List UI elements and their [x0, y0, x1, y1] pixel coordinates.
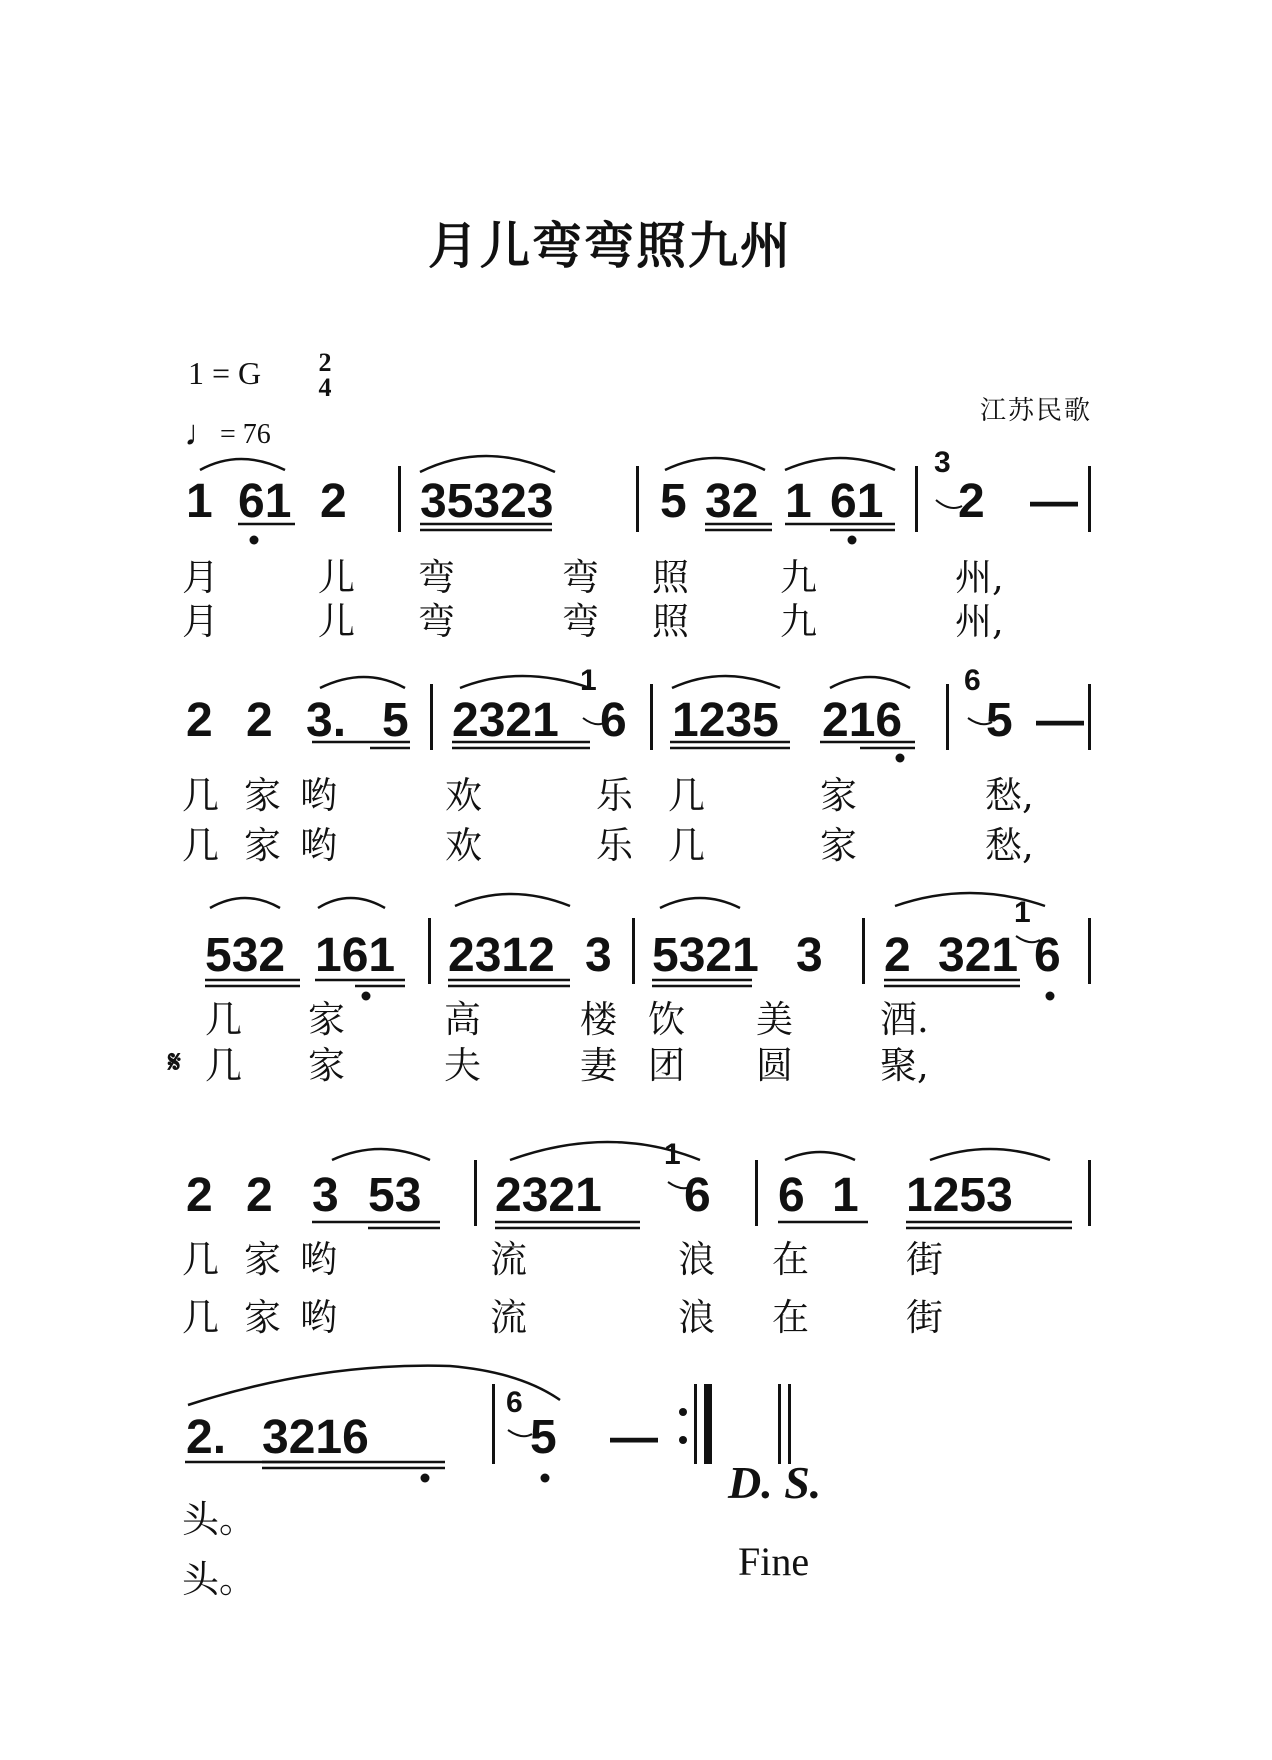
lyric: 头。 — [182, 1558, 256, 1601]
note: 61 — [830, 475, 884, 528]
lyric: 饮 — [648, 998, 685, 1041]
barline — [915, 466, 918, 532]
lyric: 照 — [652, 556, 689, 599]
note: 3. — [306, 694, 347, 747]
note: 5 — [660, 475, 687, 528]
lyric: 几 — [182, 1296, 219, 1339]
dal-segno-marking: D. S. — [728, 1457, 822, 1508]
grace-note: 1 — [664, 1138, 681, 1171]
lyric: 高 — [444, 998, 481, 1041]
lyric: 家 — [244, 1238, 281, 1281]
lyric: 家 — [244, 1296, 281, 1339]
note: 1 — [186, 475, 213, 528]
lyric: 九 — [780, 600, 817, 643]
lyric: 家 — [308, 1044, 345, 1087]
barline — [492, 1384, 495, 1464]
lyric: 浪 — [678, 1296, 715, 1339]
lyric: 头。 — [182, 1498, 256, 1541]
note: 1253 — [906, 1169, 1013, 1222]
lyric: 家 — [820, 824, 857, 867]
slur — [785, 458, 895, 470]
note: 2 — [186, 1169, 213, 1222]
lyric: 儿 — [318, 600, 355, 643]
note: 53 — [368, 1169, 422, 1222]
slur — [672, 676, 780, 688]
time-signature-top: 2 — [318, 348, 332, 377]
note: 1235 — [672, 694, 779, 747]
barline — [636, 466, 639, 532]
lyric: 酒. — [880, 998, 929, 1041]
note: 216 — [822, 694, 903, 747]
lyric: 几 — [182, 824, 219, 867]
lyric: 弯 — [562, 556, 599, 599]
note: 5321 — [652, 929, 759, 982]
lyric: 弯 — [418, 600, 455, 643]
lyric: 几 — [205, 1044, 242, 1087]
note: 35323 — [420, 475, 554, 528]
lyric: 愁, — [985, 824, 1034, 867]
lyric: 圆 — [756, 1044, 793, 1087]
grace-note: 6 — [964, 664, 981, 697]
note: 3 — [585, 929, 612, 982]
note: 2321 — [495, 1169, 602, 1222]
barline — [428, 918, 431, 984]
lyric: 几 — [205, 998, 242, 1041]
page-title: 月儿弯弯照九州 — [428, 217, 792, 275]
note: 3 — [312, 1169, 339, 1222]
lyric: 哟 — [300, 1296, 337, 1339]
barline — [946, 684, 949, 750]
lyric: 乐 — [596, 824, 633, 867]
lyric: 哟 — [300, 774, 337, 817]
note: 3 — [796, 929, 823, 982]
lyric: 几 — [182, 1238, 219, 1281]
dash: — — [1036, 694, 1084, 747]
note: 6 — [684, 1169, 711, 1222]
slur — [460, 676, 590, 688]
barline — [862, 918, 865, 984]
lyric: 聚, — [880, 1044, 929, 1087]
quarter-note-icon: ♩ — [184, 413, 220, 453]
note: 1 — [832, 1169, 859, 1222]
lyric: 弯 — [418, 556, 455, 599]
segno-icon: 𝄋 — [168, 1046, 181, 1079]
slur — [455, 894, 570, 906]
note: 2 — [320, 475, 347, 528]
lyric: 家 — [244, 774, 281, 817]
dash: — — [610, 1411, 658, 1464]
slur — [660, 898, 740, 908]
lyric: 欢 — [445, 824, 482, 867]
lyric: 月 — [182, 600, 219, 643]
lyric: 照 — [652, 600, 689, 643]
lyric: 街 — [906, 1238, 943, 1281]
note: 3216 — [262, 1411, 369, 1464]
note: 2321 — [452, 694, 559, 747]
note: 2 — [884, 929, 911, 982]
grace-note: 1 — [1014, 896, 1031, 929]
note: 2 — [246, 694, 273, 747]
fine-marking: Fine — [738, 1539, 810, 1584]
note: 32 — [705, 475, 759, 528]
lyric: 几 — [668, 824, 705, 867]
slur — [665, 458, 765, 470]
slur — [188, 1366, 560, 1405]
lyric: 流 — [490, 1296, 527, 1339]
lyric: 州, — [955, 600, 1004, 643]
note: 2 — [246, 1169, 273, 1222]
barline — [1088, 684, 1091, 750]
dash: — — [1030, 475, 1078, 528]
slur — [210, 898, 280, 908]
note: 2. — [186, 1411, 227, 1464]
note: 5 — [530, 1411, 557, 1464]
lyric: 在 — [772, 1296, 809, 1339]
lyric: 欢 — [445, 774, 482, 817]
lyric: 在 — [772, 1238, 809, 1281]
barline — [1088, 918, 1091, 984]
lyric: 九 — [780, 556, 817, 599]
lyric: 几 — [182, 774, 219, 817]
lyric: 流 — [490, 1238, 527, 1281]
note: 532 — [205, 929, 286, 982]
barline — [398, 466, 401, 532]
barline — [1088, 466, 1091, 532]
barline — [1088, 1160, 1091, 1226]
lyric: 家 — [308, 998, 345, 1041]
barline — [755, 1160, 758, 1226]
barline — [474, 1160, 477, 1226]
lyric: 月 — [182, 556, 219, 599]
end-barlines — [679, 1384, 791, 1464]
time-signature-bottom: 4 — [318, 373, 332, 402]
barline — [650, 684, 653, 750]
lyric: 家 — [820, 774, 857, 817]
lyric: 美 — [756, 998, 793, 1041]
lyric: 浪 — [678, 1238, 715, 1281]
note: 161 — [315, 929, 396, 982]
note: 6 — [778, 1169, 805, 1222]
slur — [785, 1152, 855, 1160]
note: 2312 — [448, 929, 555, 982]
grace-note: 1 — [580, 664, 597, 697]
note: 6 — [1034, 929, 1061, 982]
slur — [830, 677, 910, 688]
lyric: 街 — [906, 1296, 943, 1339]
slur — [332, 1149, 430, 1160]
note: 5 — [986, 694, 1013, 747]
lyric: 州, — [955, 556, 1004, 599]
lyric: 哟 — [300, 824, 337, 867]
note: 61 — [238, 475, 292, 528]
lyric: 愁, — [985, 774, 1034, 817]
lyric: 哟 — [300, 1238, 337, 1281]
key-signature: 1 = G — [188, 355, 262, 391]
lyric: 乐 — [596, 774, 633, 817]
lyric: 妻 — [580, 1044, 617, 1087]
lyric: 儿 — [318, 556, 355, 599]
note: 321 — [938, 929, 1019, 982]
note: 2 — [186, 694, 213, 747]
note: 6 — [600, 694, 627, 747]
note: 1 — [785, 475, 812, 528]
slur — [318, 898, 385, 908]
note: 5 — [382, 694, 409, 747]
lyric: 家 — [244, 824, 281, 867]
slur — [930, 1149, 1050, 1160]
slur — [420, 456, 555, 472]
lyric: 几 — [668, 774, 705, 817]
lyric: 团 — [648, 1044, 685, 1087]
slur — [320, 677, 405, 688]
lyric: 弯 — [562, 600, 599, 643]
note: 2 — [958, 475, 985, 528]
lyric: 楼 — [580, 998, 617, 1041]
attribution: 江苏民歌 — [979, 396, 1092, 426]
lyric: 夫 — [444, 1044, 481, 1087]
grace-note: 3 — [934, 446, 951, 479]
slur — [200, 459, 285, 470]
tempo-value: = 76 — [220, 419, 271, 450]
barline — [430, 684, 433, 750]
barline — [632, 918, 635, 984]
grace-note: 6 — [506, 1386, 523, 1419]
